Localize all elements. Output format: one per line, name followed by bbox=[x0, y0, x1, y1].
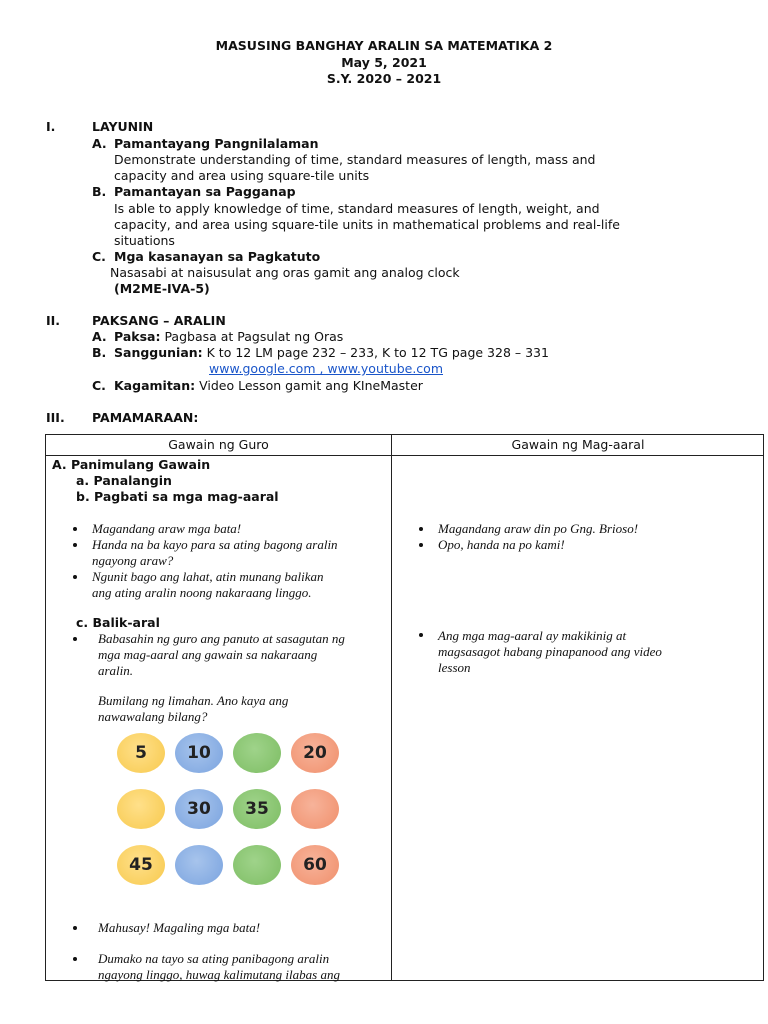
count-circle bbox=[233, 733, 281, 773]
count-circle: 35 bbox=[233, 789, 281, 829]
bullet-icon bbox=[419, 543, 423, 547]
count-circle: 20 bbox=[291, 733, 339, 773]
bullet-icon bbox=[73, 575, 77, 579]
student-review-1: Ang mga mag-aaral ay makikinig at bbox=[438, 628, 627, 643]
teacher-greet-1: Magandang araw mga bata! bbox=[92, 521, 242, 536]
bullet-icon bbox=[73, 637, 77, 641]
student-greet-1: Magandang araw din po Gng. Brioso! bbox=[438, 521, 639, 536]
bullet-icon bbox=[419, 527, 423, 531]
count-circle: 10 bbox=[175, 733, 223, 773]
student-review-3: lesson bbox=[438, 660, 471, 675]
count-circle: 5 bbox=[117, 733, 165, 773]
praise-text: Mahusay! Magaling mga bata! bbox=[98, 920, 261, 935]
objective-b-heading: B. Pamantayan sa Pagganap bbox=[92, 184, 296, 199]
header-student: Gawain ng Mag-aaral bbox=[511, 437, 645, 452]
objective-b-text-1: Is able to apply knowledge of time, standard measures of length, weight, and bbox=[114, 201, 600, 216]
section-paksa-heading: II. PAKSANG – ARALIN bbox=[46, 313, 226, 328]
document-header bbox=[0, 38, 768, 88]
student-greet-2: Opo, handa na po kami! bbox=[438, 537, 565, 552]
count-circle bbox=[117, 789, 165, 829]
student-review-2: magsasagot habang pinapanood ang video bbox=[438, 644, 662, 659]
review-question-2: nawawalang bilang? bbox=[98, 709, 208, 724]
bullet-icon bbox=[73, 926, 77, 930]
item-pagbati: b. Pagbati sa mga mag-aaral bbox=[76, 489, 279, 504]
objective-a-text-1: Demonstrate understanding of time, standard measures of length, mass and bbox=[114, 152, 596, 167]
bullet-icon bbox=[73, 957, 77, 961]
objective-b-text-3: situations bbox=[114, 233, 175, 248]
count-circle: 60 bbox=[291, 845, 339, 885]
teacher-greet-3a: Ngunit bago ang lahat, atin munang balikan bbox=[92, 569, 324, 584]
procedure-table bbox=[45, 434, 764, 981]
bullet-icon bbox=[73, 543, 77, 547]
teacher-greet-3b: ang ating aralin noong nakaraang linggo. bbox=[92, 585, 312, 600]
review-text-2: mga mag-aaral ang gawain sa nakaraang bbox=[98, 647, 318, 662]
item-balik-aral: c. Balik-aral bbox=[76, 615, 160, 630]
review-text-3: aralin. bbox=[98, 663, 134, 678]
topic-line: A. Paksa: Pagbasa at Pagsulat ng Oras bbox=[92, 329, 344, 344]
part-a-heading: A. Panimulang Gawain bbox=[52, 457, 211, 472]
review-text-1: Babasahin ng guro ang panuto at sasagutan ng bbox=[98, 631, 345, 646]
table-column-divider bbox=[391, 435, 392, 980]
count-circle bbox=[233, 845, 281, 885]
bullet-icon bbox=[419, 633, 423, 637]
materials-line: C. Kagamitan: Video Lesson gamit ang KIneMaster bbox=[92, 378, 423, 393]
count-circle bbox=[291, 789, 339, 829]
next-lesson-text-1: Dumako na tayo sa ating panibagong aralin bbox=[98, 951, 330, 966]
review-question-1: Bumilang ng limahan. Ano kaya ang bbox=[98, 693, 289, 708]
header-teacher: Gawain ng Guro bbox=[168, 437, 269, 452]
bullet-icon bbox=[73, 527, 77, 531]
teacher-greet-2b: ngayong araw? bbox=[92, 553, 174, 568]
document-date: May 5, 2021 bbox=[341, 54, 427, 70]
objective-a-text-2: capacity and area using square-tile units bbox=[114, 168, 370, 183]
count-circle: 30 bbox=[175, 789, 223, 829]
count-circle bbox=[175, 845, 223, 885]
section-layunin-heading: I. LAYUNIN bbox=[46, 119, 154, 134]
objective-a-heading: A. Pamantayang Pangnilalaman bbox=[92, 136, 319, 151]
reference-links[interactable]: www.google.com , www.youtube.com bbox=[209, 361, 443, 376]
school-year: S.Y. 2020 – 2021 bbox=[326, 71, 442, 86]
competency-code: (M2ME-IVA-5) bbox=[114, 281, 210, 296]
objective-c-heading: C. Mga kasanayan sa Pagkatuto bbox=[92, 249, 321, 264]
next-lesson-text-2: ngayong linggo, huwag kalimutang ilabas ang bbox=[98, 967, 340, 982]
reference-line: B. Sanggunian: K to 12 LM page 232 – 233, K to 12 TG page 328 – 331 bbox=[92, 345, 549, 360]
teacher-greet-2a: Handa na ba kayo para sa ating bagong aralin bbox=[92, 537, 338, 552]
document-title: MASUSING BANGHAY ARALIN SA MATEMATIKA 2 bbox=[215, 38, 553, 53]
item-panalangin: a. Panalangin bbox=[76, 473, 172, 488]
objective-c-text: Nasasabi at naisusulat ang oras gamit ang analog clock bbox=[110, 265, 460, 280]
section-pamamaraan-heading: III. PAMAMARAAN: bbox=[46, 410, 199, 425]
count-circle: 45 bbox=[117, 845, 165, 885]
objective-b-text-2: capacity, and area using square-tile units in mathematical problems and real-life bbox=[114, 217, 620, 232]
